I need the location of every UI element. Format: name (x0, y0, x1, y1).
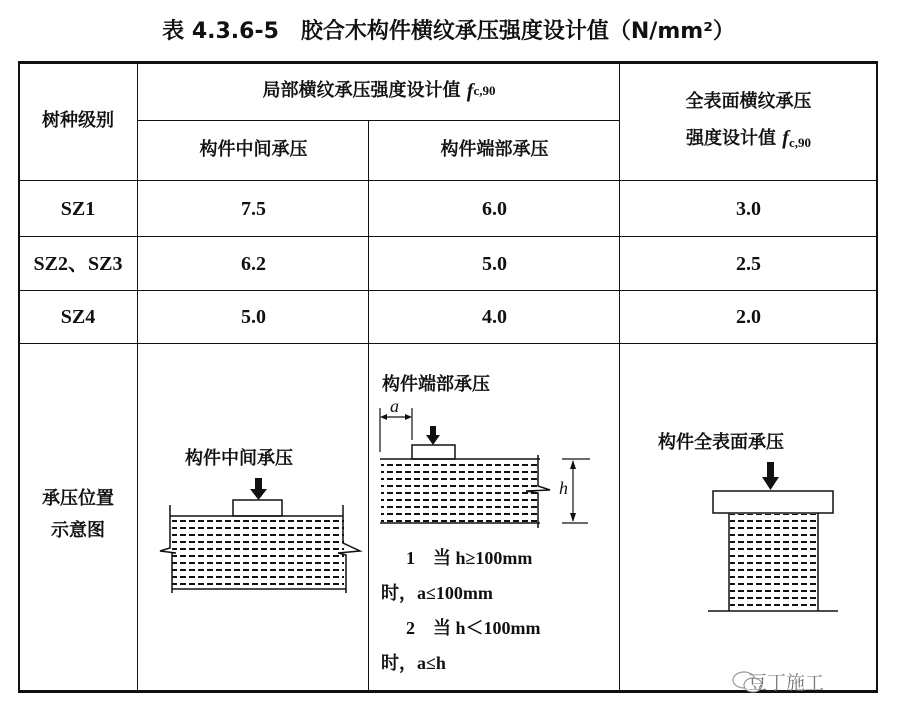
end-caption: 构件端部承压 (382, 374, 490, 395)
table-title: 表 4.3.6-5 胶合木构件横纹承压强度设计值（N/mm²） (162, 19, 735, 44)
local-subscript: c,90 (473, 82, 496, 98)
row-middle: 6.2 (241, 252, 266, 275)
watermark-text: 豆丁施工 (748, 672, 825, 694)
full-subscript: c,90 (788, 135, 811, 151)
local-symbol: f (466, 80, 474, 102)
row-end: 6.0 (482, 197, 507, 220)
dim-h-label: h (559, 478, 568, 498)
header-end: 构件端部承压 (440, 138, 549, 160)
header-full-label: 强度设计值 (686, 128, 776, 150)
load-arrow-icon (250, 489, 267, 500)
diagram-label-line1: 承压位置 (42, 487, 114, 509)
diagram-label-line2: 示意图 (51, 520, 105, 541)
header-local-label: 局部横纹承压强度设计值 (262, 79, 461, 101)
header-species-grade: 树种级别 (42, 109, 114, 131)
note-2-line1: 2 当 h＜100mm (406, 618, 541, 638)
end-bearing-diagram (380, 408, 590, 528)
note-1-line1: 1 当 h≥100mm (406, 548, 533, 568)
row-end: 4.0 (482, 306, 507, 328)
row-end: 5.0 (482, 252, 507, 275)
header-full-line1: 全表面横纹承压 (685, 90, 812, 112)
row-grade: SZ1 (60, 197, 96, 220)
note-2-line2: 时，a≤h (381, 653, 446, 673)
middle-caption: 构件中间承压 (185, 448, 293, 469)
row-middle: 5.0 (241, 306, 266, 328)
middle-bearing-diagram (160, 478, 360, 593)
full-caption: 构件全表面承压 (658, 432, 784, 453)
row-full: 2.0 (736, 306, 761, 328)
load-arrow-icon (762, 477, 779, 490)
full-symbol: f (782, 127, 789, 150)
header-middle: 构件中间承压 (199, 138, 308, 160)
load-arrow-icon (426, 435, 440, 445)
row-middle: 7.5 (241, 197, 266, 220)
row-grade: SZ2、SZ3 (33, 252, 123, 275)
row-full: 2.5 (736, 252, 761, 275)
dim-a-label: a (390, 396, 399, 416)
full-bearing-diagram (708, 462, 838, 611)
row-grade: SZ4 (60, 306, 96, 328)
note-1-line2: 时，a≤100mm (381, 583, 493, 603)
row-full: 3.0 (736, 197, 761, 220)
